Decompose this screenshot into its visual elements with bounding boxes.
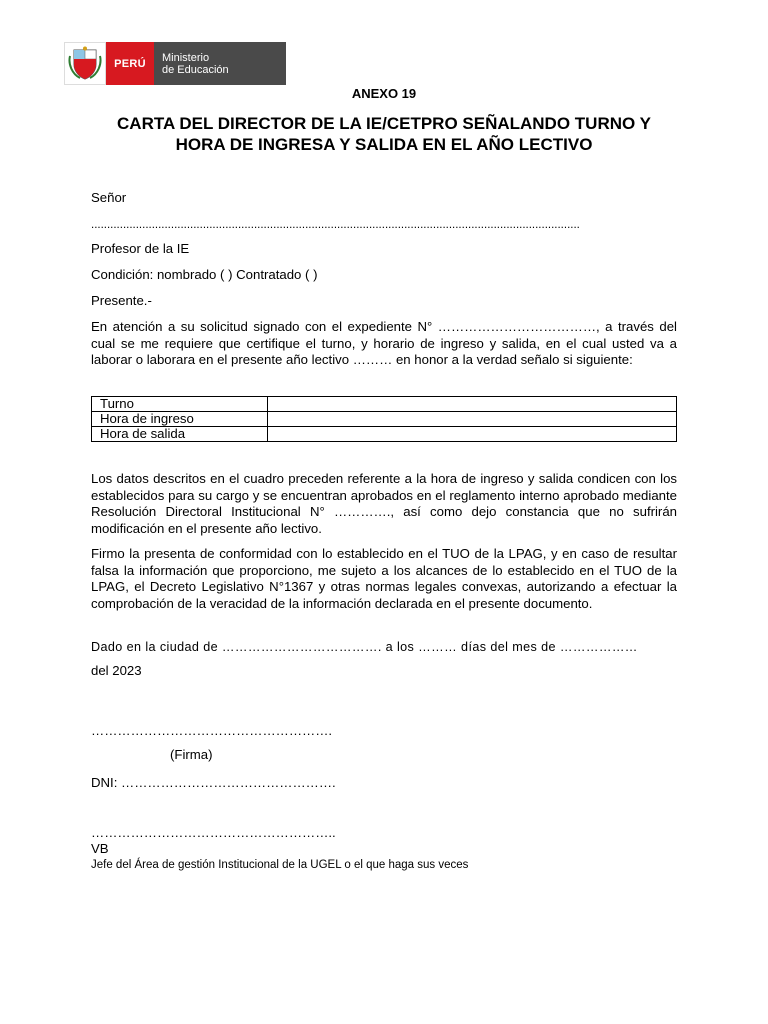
table-row <box>92 397 677 412</box>
title-line-2: HORA DE INGRESA Y SALIDA EN EL AÑO LECTIVO <box>175 135 593 154</box>
ministry-label <box>154 42 286 85</box>
condition-line: Condición: nombrado ( ) Contratado ( ) <box>91 267 318 282</box>
dni-line: DNI: …………………………………………. <box>91 775 336 790</box>
salutation: Señor <box>91 190 127 205</box>
schedule-table <box>91 396 677 442</box>
recipient-name-dots: ......................................................................................................................................................... <box>91 219 580 231</box>
intro-paragraph: En atención a su solicitud signado con el expediente N° ………………………………, a través del cual se me requiere que certifique el turno, y horario de ingreso y salida, en el cual usted va a laborar o laborara en el presente año lectivo ……… en honor a la verdad señalo si siguiente: <box>91 319 677 368</box>
title-line-1: CARTA DEL DIRECTOR DE LA IE/CETPRO SEÑALANDO TURNO Y <box>117 114 651 133</box>
vb-role: Jefe del Área de gestión Institucional de la UGEL o el que haga sus veces <box>91 859 469 871</box>
ministry-line-2: de Educación <box>162 63 229 76</box>
vb-dots: ……………………………………………….. <box>91 825 336 840</box>
table-cell-value <box>268 397 677 412</box>
table-row <box>92 412 677 427</box>
vb-label: VB <box>91 841 109 856</box>
table-cell-label: Turno <box>92 397 268 412</box>
present-line: Presente.- <box>91 293 152 308</box>
table-cell-value <box>268 427 677 442</box>
peru-coat-of-arms-icon <box>64 42 106 85</box>
table-cell-value <box>268 412 677 427</box>
signature-dots: ………………………………………………. <box>91 723 333 738</box>
year-line: del 2023 <box>91 663 142 678</box>
document-title <box>60 113 708 155</box>
table-row <box>92 427 677 442</box>
annex-heading: ANEXO 19 <box>351 86 417 101</box>
peru-label: PERÚ <box>106 42 154 85</box>
teacher-line: Profesor de la IE <box>91 241 190 256</box>
table-cell-label: Hora de ingreso <box>92 412 268 427</box>
signature-label: (Firma) <box>170 747 213 762</box>
ministry-line-1: Ministerio <box>162 51 210 64</box>
table-cell-label: Hora de salida <box>92 427 268 442</box>
paragraph-3: Firmo la presenta de conformidad con lo establecido en el TUO de la LPAG, y en caso de resultar falsa la información que proporciono, me sujeto a los alcances de lo establecido en el TUO de la LPAG, el Decreto Legislativo N°1367 y otras normas legales convexas, autorizando a efectuar la comprobación de la veracidad de la información declarada en el presente documento. <box>91 546 677 611</box>
minedu-logo <box>64 42 286 85</box>
date-line: Dado en la ciudad de ………………………………. a los ……… días del mes de ……………… <box>91 640 638 654</box>
paragraph-2: Los datos descritos en el cuadro preceden referente a la hora de ingreso y salida condicen con los establecidos para su cargo y se encuentran aprobados en el reglamento interno aprobado mediante Resolución Directoral Institucional N° …………., así como dejo constancia que no sufrirán modificación en el presente año lectivo. <box>91 471 677 536</box>
